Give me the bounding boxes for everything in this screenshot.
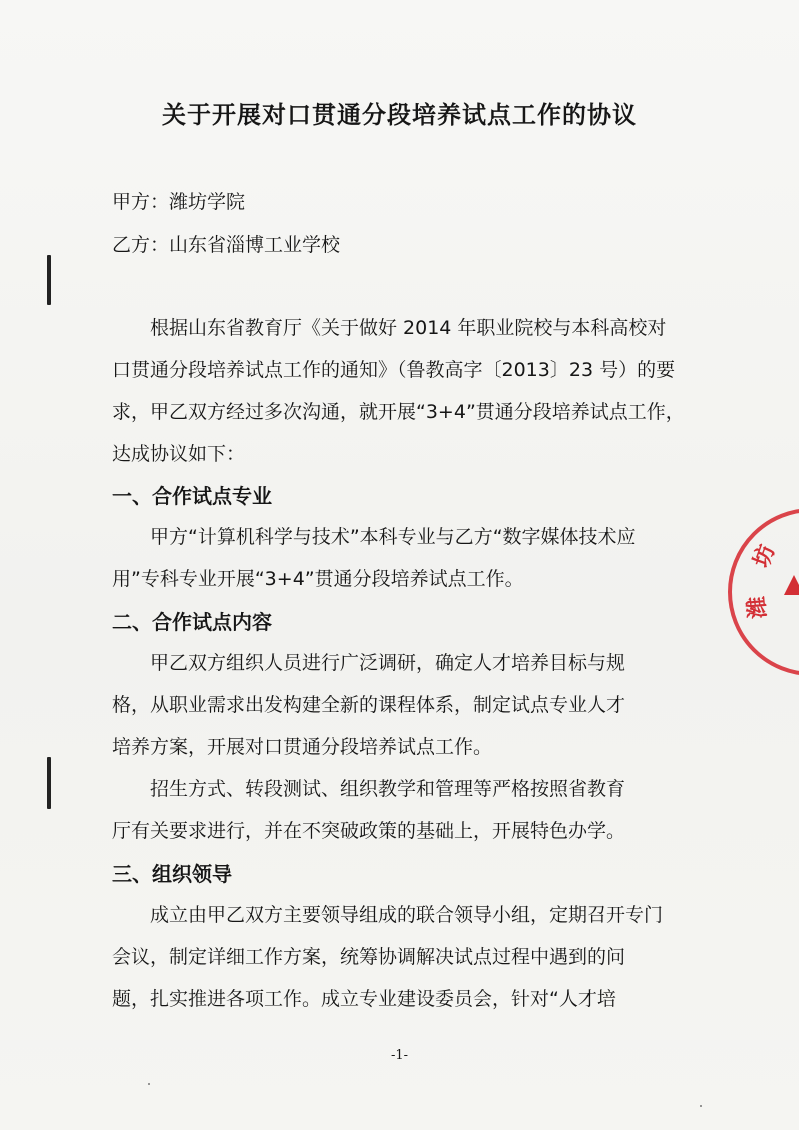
intro-line: 口贯通分段培养试点工作的通知》（鲁教高字〔2013〕23 号）的要: [112, 359, 676, 381]
binding-hole-mark: [47, 255, 51, 305]
section-line: 甲方“计算机科学与技术”本科专业与乙方“数字媒体技术应: [150, 526, 636, 548]
section-line: 会议，制定详细工作方案，统筹协调解决试点过程中遇到的问: [112, 946, 626, 968]
section-line: 用”专科专业开展“3+4”贯通分段培养试点工作。: [112, 568, 524, 590]
party-a: 甲方：潍坊学院: [112, 191, 246, 213]
intro-line: 求，甲乙双方经过多次沟通，就开展“3+4”贯通分段培养试点工作，: [112, 401, 685, 423]
section-line: 培养方案，开展对口贯通分段培养试点工作。: [112, 736, 493, 758]
section-line: 招生方式、转段测试、组织教学和管理等严格按照省教育: [150, 778, 626, 800]
section-line: 厅有关要求进行，并在不突破政策的基础上，开展特色办学。: [112, 820, 626, 842]
party-b: 乙方：山东省淄博工业学校: [112, 234, 341, 256]
page-number: -1-: [390, 1048, 409, 1063]
binding-hole-mark: [47, 757, 51, 809]
section-heading: 三、组织领导: [112, 862, 232, 886]
section-line: 题，扎实推进各项工作。成立专业建设委员会，针对“人才培: [112, 988, 616, 1010]
section-heading: 二、合作试点内容: [112, 610, 272, 634]
section-line: 成立由甲乙双方主要领导组成的联合领导小组，定期召开专门: [150, 904, 664, 926]
intro-line: 根据山东省教育厅《关于做好 2014 年职业院校与本科高校对: [150, 317, 667, 339]
section-line: 格，从职业需求出发构建全新的课程体系，制定试点专业人才: [112, 694, 626, 716]
seal-star-icon: [784, 575, 799, 595]
scan-speck: [148, 1083, 150, 1085]
seal-character: 潍: [744, 595, 772, 620]
document-title: 关于开展对口贯通分段培养试点工作的协议: [162, 101, 637, 129]
seal-character: 坊: [749, 541, 781, 571]
scan-speck: [700, 1105, 702, 1107]
section-heading: 一、合作试点专业: [112, 484, 272, 508]
intro-line: 达成协议如下：: [112, 443, 246, 465]
section-line: 甲乙双方组织人员进行广泛调研，确定人才培养目标与规: [150, 652, 626, 674]
